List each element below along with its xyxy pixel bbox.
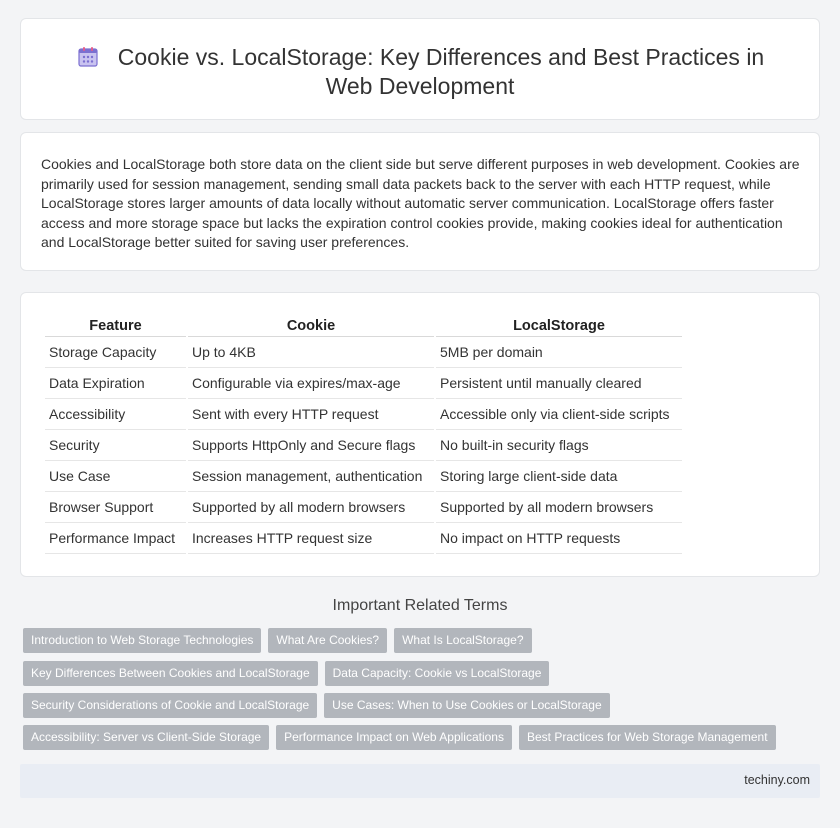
- footer-site-link[interactable]: techiny.com: [744, 773, 810, 787]
- table-row: [45, 461, 682, 492]
- cell-localstorage: Supported by all modern browsers: [436, 492, 682, 523]
- cell-localstorage: Accessible only via client-side scripts: [436, 399, 682, 430]
- tag-link[interactable]: Accessibility: Server vs Client-Side Storage: [23, 725, 269, 750]
- tag-link[interactable]: Introduction to Web Storage Technologies: [23, 628, 261, 653]
- tag-link[interactable]: Performance Impact on Web Applications: [276, 725, 512, 750]
- footer: [20, 764, 820, 798]
- related-terms-heading: Important Related Terms: [332, 597, 508, 614]
- tag-link[interactable]: What Are Cookies?: [268, 628, 387, 653]
- cell-cookie: Up to 4KB: [188, 337, 434, 368]
- cell-feature: Security: [45, 430, 186, 461]
- tag-link[interactable]: Best Practices for Web Storage Management: [519, 725, 776, 750]
- title-line-1: Cookie vs. LocalStorage: Key Differences and Best Practices in: [117, 44, 765, 70]
- cell-cookie: Session management, authentication: [188, 461, 434, 492]
- comparison-table-card: [20, 292, 820, 577]
- cell-cookie: Configurable via expires/max-age: [188, 368, 434, 399]
- header-cookie: Cookie: [188, 315, 434, 337]
- cell-feature: Browser Support: [45, 492, 186, 523]
- comparison-table: [43, 315, 684, 554]
- tag-row: [23, 661, 549, 686]
- tag-row: [23, 693, 610, 718]
- cell-feature: Use Case: [45, 461, 186, 492]
- cell-localstorage: No built-in security flags: [436, 430, 682, 461]
- header-card: [20, 18, 820, 120]
- title-line-2: Web Development: [325, 73, 515, 99]
- calendar-grid-icon: [76, 45, 100, 69]
- tag-link[interactable]: Use Cases: When to Use Cookies or LocalStorage: [324, 693, 609, 718]
- table-row: [45, 523, 682, 554]
- table-row: [45, 430, 682, 461]
- cell-feature: Performance Impact: [45, 523, 186, 554]
- header-feature: Feature: [45, 315, 186, 337]
- table-row: [45, 399, 682, 430]
- table-row: [45, 337, 682, 368]
- header-localstorage: LocalStorage: [436, 315, 682, 337]
- cell-cookie: Sent with every HTTP request: [188, 399, 434, 430]
- cell-cookie: Increases HTTP request size: [188, 523, 434, 554]
- tag-link[interactable]: Data Capacity: Cookie vs LocalStorage: [325, 661, 550, 686]
- table-row: [45, 492, 682, 523]
- page-title: [21, 43, 819, 101]
- tag-link[interactable]: Security Considerations of Cookie and LocalStorage: [23, 693, 317, 718]
- cell-cookie: Supported by all modern browsers: [188, 492, 434, 523]
- table-row: [45, 368, 682, 399]
- intro-card: [20, 132, 820, 271]
- tag-row: [23, 725, 776, 750]
- cell-feature: Accessibility: [45, 399, 186, 430]
- cell-localstorage: 5MB per domain: [436, 337, 682, 368]
- cell-cookie: Supports HttpOnly and Secure flags: [188, 430, 434, 461]
- cell-feature: Data Expiration: [45, 368, 186, 399]
- cell-localstorage: Persistent until manually cleared: [436, 368, 682, 399]
- tag-link[interactable]: What Is LocalStorage?: [394, 628, 531, 653]
- cell-localstorage: No impact on HTTP requests: [436, 523, 682, 554]
- intro-paragraph: Cookies and LocalStorage both store data on the client side but serve different purposes in web development. Cookies are primarily used for session management, sending small data packets back to the server with each HTTP request, while LocalStorage stores larger amounts of data locally without automatic server communication. LocalStorage offers faster access and more storage space but lacks the expiration control cookies provide, making cookies ideal for authentication and LocalStorage better suited for saving user preferences.: [41, 156, 800, 250]
- cell-feature: Storage Capacity: [45, 337, 186, 368]
- cell-localstorage: Storing large client-side data: [436, 461, 682, 492]
- table-header-row: [45, 315, 682, 337]
- tag-row: [23, 628, 532, 653]
- tag-link[interactable]: Key Differences Between Cookies and LocalStorage: [23, 661, 318, 686]
